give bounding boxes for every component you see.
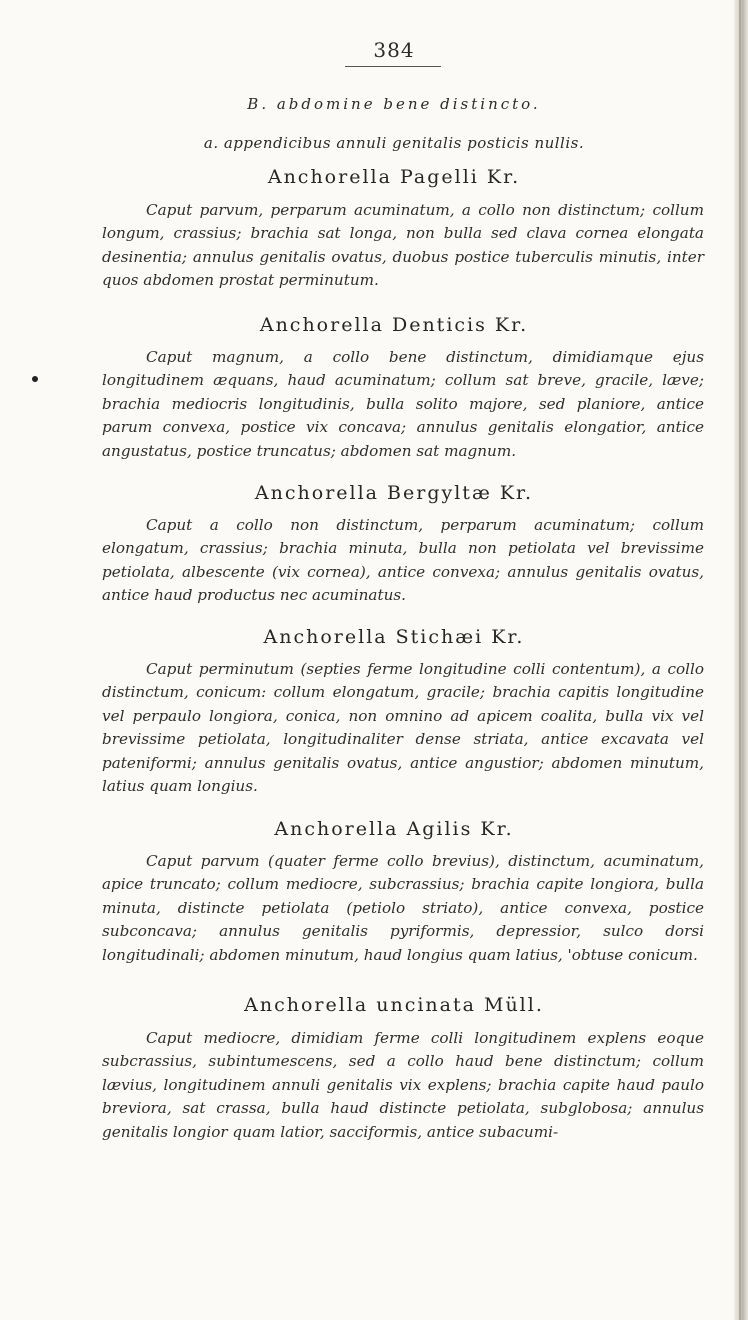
species-title: Anchorella Agilis Kr. [274, 818, 514, 840]
page-edge-line [739, 0, 741, 1320]
page-number-rule [345, 66, 441, 67]
species-description: Caput parvum, perparum acuminatum, a collo non distinctum; collum longum, crassius; brachia sat longa, non bulla sed clava cornea elongata desinentia; annulus genitalis ovatus, duobus postice tuberculis minutis, inter quos abdomen prostat perminutum. [102, 201, 704, 290]
species-description: Caput mediocre, dimidiam ferme colli longitudinem explens eoque subcrassius, subintumescens, sed a collo haud bene distinctum; collum lævius, longitudinem annuli genitalis vix explens; brachia capite haud paulo breviora, sat crassa, bulla haud distincte petiolata, subglobosa; annulus genitalis longior quam latior, sacciformis, antice subacumi- [102, 1029, 704, 1141]
species-description: Caput magnum, a collo bene distinctum, dimidiamque ejus longitudinem æquans, haud acuminatum; collum sat breve, gracile, læve; brachia mediocris longitudinis, bulla solito majore, sed planiore, antice parum convexa, postice vix concava; annulus genitalis elongatior, antice angustatus, postice truncatus; abdomen sat magnum. [102, 348, 704, 460]
species-description: Caput a collo non distinctum, perparum acuminatum; collum elongatum, crassius; brachia minuta, bulla non petiolata vel brevissime petiolata, albescente (vix cornea), antice convexa; annulus genitalis ovatus, antice haud productus nec acuminatus. [102, 516, 704, 605]
page-edge [734, 0, 748, 1320]
species-title: Anchorella Pagelli Kr. [267, 166, 521, 188]
species-title: Anchorella Stichæi Kr. [263, 626, 525, 648]
page-number: 384 [373, 38, 415, 62]
margin-bullet [32, 376, 38, 382]
section-heading-a: a. appendicibus annuli genitalis posticis nullis. [203, 134, 585, 152]
species-description: Caput perminutum (septies ferme longitudine colli contentum), a collo distinctum, conicum: collum elongatum, gracile; brachia capitis longitudine vel perpaulo longiora, conica, non omnino ad apicem coalita, bulla vix vel brevissime petiolata, longitudinaliter dense striata, antice excavata vel pateniformi; annulus genitalis ovatus, antice angustior; abdomen minutum, latius quam longius. [102, 660, 704, 796]
species-description: Caput parvum (quater ferme collo brevius), distinctum, acuminatum, apice truncato; collum mediocre, subcrassius; brachia capite longiora, bulla minuta, distincte petiolata (petiolo striato), antice convexa, postice subconcava; annulus genitalis pyriformis, depressior, sulco dorsi longitudinali; abdomen minutum, haud longius quam latius, 'obtuse conicum. [102, 852, 704, 964]
species-title: Anchorella Denticis Kr. [259, 314, 529, 336]
species-title: Anchorella Bergyltæ Kr. [254, 482, 534, 504]
species-title: Anchorella uncinata Müll. [244, 994, 544, 1016]
section-heading-b: B. abdomine bene distincto. [247, 95, 541, 113]
